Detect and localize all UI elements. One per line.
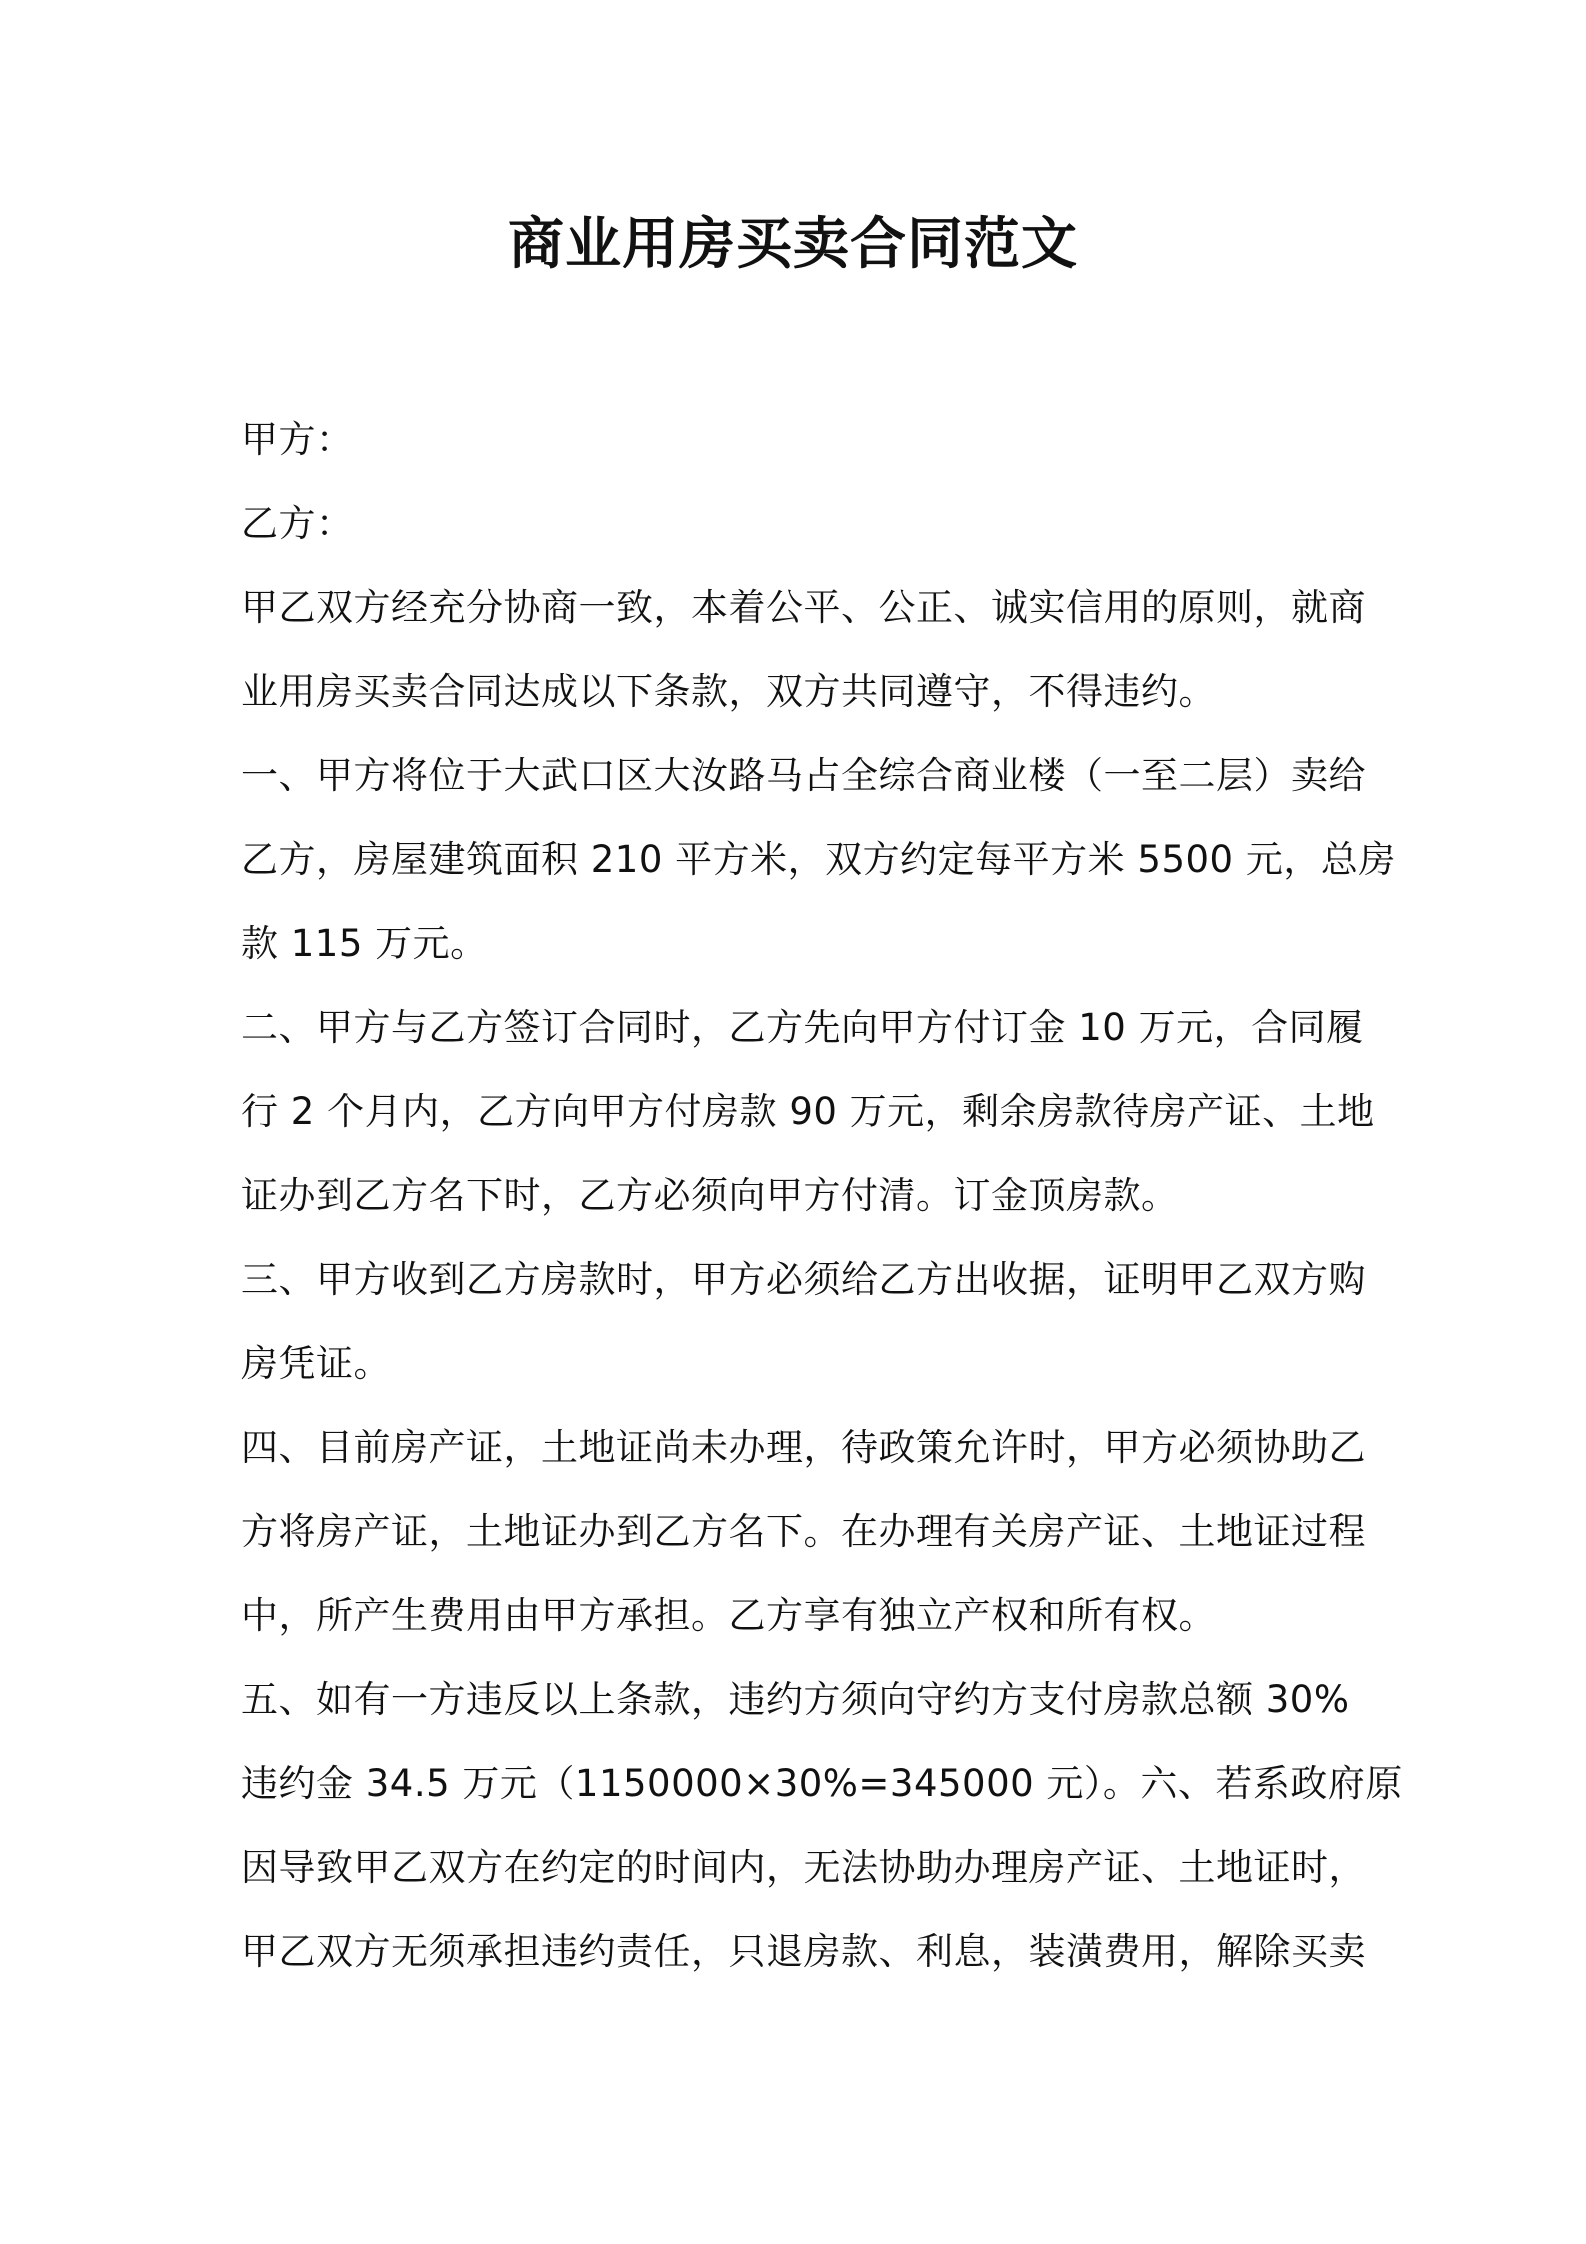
paragraph-line: 甲乙双方经充分协商一致，本着公平、公正、诚实信用的原则，就商: [241, 586, 1366, 629]
clause-2-line: 二、甲方与乙方签订合同时，乙方先向甲方付订金 10 万元，合同履: [241, 1006, 1364, 1049]
clause-6-line: 甲乙双方无须承担违约责任，只退房款、利息，装潢费用，解除买卖: [241, 1930, 1366, 1973]
clause-4-line: 方将房产证，土地证办到乙方名下。在办理有关房产证、土地证过程: [241, 1510, 1366, 1553]
paragraph-line: 业用房买卖合同达成以下条款，双方共同遵守，不得违约。: [241, 670, 1216, 713]
clause-2-line: 行 2 个月内，乙方向甲方付房款 90 万元，剩余房款待房产证、土地: [241, 1090, 1375, 1133]
clause-5-line: 五、如有一方违反以上条款，违约方须向守约方支付房款总额 30%: [241, 1678, 1350, 1721]
clause-5-line: 违约金 34.5 万元（1150000×30%=345000 元）。六、若系政府原: [241, 1762, 1403, 1805]
clause-6-line: 因导致甲乙双方在约定的时间内，无法协助办理房产证、土地证时，: [241, 1846, 1366, 1889]
document-title: 商业用房买卖合同范文: [508, 212, 1078, 277]
document-body: [241, 398, 1403, 1994]
party-a-line: 甲方：: [241, 418, 354, 461]
party-b-line: 乙方：: [241, 502, 354, 545]
clause-1-line: 一、甲方将位于大武口区大汝路马占全综合商业楼（一至二层）卖给: [241, 754, 1366, 797]
clause-1-line: 款 115 万元。: [241, 922, 488, 965]
clause-2-line: 证办到乙方名下时，乙方必须向甲方付清。订金顶房款。: [241, 1174, 1179, 1217]
clause-4-line: 四、目前房产证，土地证尚未办理，待政策允许时，甲方必须协助乙: [241, 1426, 1366, 1469]
clause-3-line: 房凭证。: [241, 1342, 391, 1385]
clause-1-line: 乙方，房屋建筑面积 210 平方米，双方约定每平方米 5500 元，总房: [241, 838, 1396, 881]
clause-4-line: 中，所产生费用由甲方承担。乙方享有独立产权和所有权。: [241, 1594, 1216, 1637]
clause-3-line: 三、甲方收到乙方房款时，甲方必须给乙方出收据，证明甲乙双方购: [241, 1258, 1366, 1301]
